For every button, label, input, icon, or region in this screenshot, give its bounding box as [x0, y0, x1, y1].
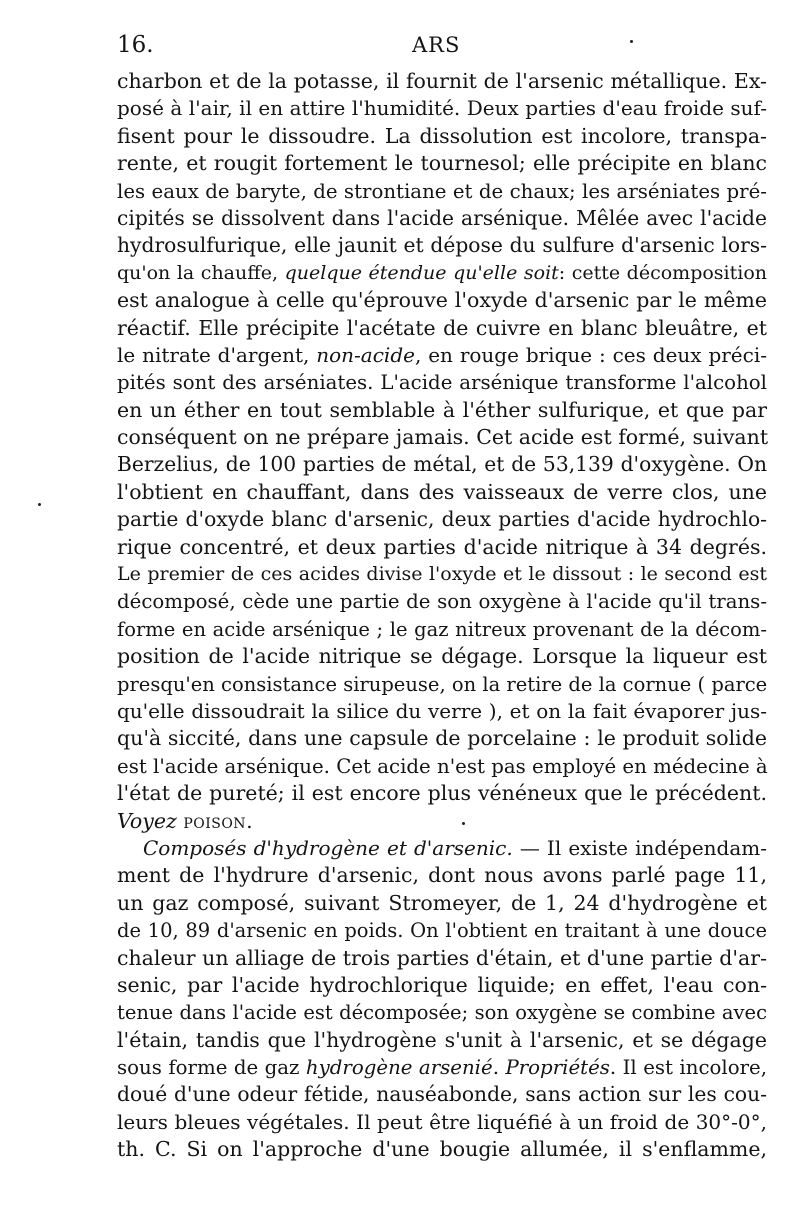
text-fragment: cipités se dissolvent dans l'acide arsénique. Mêlée avec l'acide: [117, 205, 767, 230]
text-line: [117, 917, 767, 944]
text-line: [117, 68, 767, 95]
text-fragment: Le premier de ces acides divise l'oxyde et le dissout : le second est: [117, 563, 767, 586]
italic-text: Voyez: [117, 808, 177, 833]
text-line: [117, 698, 767, 725]
text-fragment: en un éther en tout semblable à l'éther sulfurique, et que par: [117, 397, 767, 422]
text-line: [117, 506, 767, 533]
text-line: [117, 1081, 767, 1108]
text-line: [117, 123, 767, 150]
text-line: [117, 616, 767, 643]
text-fragment: qu'elle dissoudrait la silice du verre ), et on la fait évaporer jus-: [117, 698, 767, 723]
text-line: [117, 671, 767, 698]
page-header: [117, 30, 767, 60]
text-fragment: chaleur un alliage de trois parties d'étain, et d'une partie d'ar-: [117, 945, 767, 970]
text-fragment: l'état de pureté; il est encore plus vénéneux que le précédent.: [117, 781, 767, 806]
text-fragment: qu'on la chauffe,: [117, 261, 285, 284]
text-line: [117, 862, 767, 889]
text-line: [117, 753, 767, 780]
text-fragment: est l'acide arsénique. Cet acide n'est pas employé en médecine à: [117, 754, 768, 778]
text-fragment: th. C. Si on l'approche d'une bougie allumée, il s'enflamme,: [117, 1137, 767, 1162]
text-fragment: leurs bleues végétales. Il peut être liquéfié à un froid de 30°-0°,: [117, 1109, 767, 1134]
italic-text: hydrogène arsenié: [305, 1056, 493, 1080]
text-line: [117, 479, 767, 506]
text-line: [117, 725, 767, 752]
text-line: [117, 643, 767, 670]
text-line: [117, 369, 767, 396]
text-fragment: posé à l'air, il en attire l'humidité. Deux parties d'eau froide suf-: [117, 96, 767, 121]
text-line: [117, 1136, 767, 1163]
text-fragment: , en rouge brique : ces deux préci-: [414, 342, 767, 367]
text-fragment: réactif. Elle précipite l'acétate de cuivre en blanc bleuâtre, et: [117, 315, 767, 340]
text-line: [117, 315, 767, 342]
text-fragment: rente, et rougit fortement le tournesol; elle précipite en blanc: [117, 151, 767, 176]
text-fragment: l'étain, tandis que l'hydrogène s'unit à l'arsenic, et se dégage: [117, 1027, 767, 1052]
text-line: [117, 150, 767, 177]
text-fragment: sous forme de gaz: [117, 1056, 306, 1080]
text-fragment: .: [246, 808, 253, 833]
text-fragment: — Il existe indépendam-: [512, 835, 767, 860]
page-number: 16.: [117, 32, 154, 58]
text-line: [117, 945, 767, 972]
text-line: [117, 451, 767, 478]
text-fragment: pités sont des arséniates. L'acide arsénique transforme l'alcohol: [117, 371, 767, 395]
text-fragment: fisent pour le dissoudre. La dissolution est incolore, transpa-: [117, 123, 767, 148]
text-line: [117, 534, 767, 561]
text-fragment: un gaz composé, suivant Stromeyer, de 1, 24 d'hydrogène et: [117, 890, 767, 915]
ink-speck: [630, 40, 633, 43]
text-fragment: rique concentré, et deux parties d'acide nitrique à 34 degrés.: [117, 534, 767, 559]
text-fragment: le nitrate d'argent,: [117, 342, 317, 367]
ink-speck: [38, 503, 41, 506]
text-line: [117, 999, 767, 1026]
text-fragment: .: [492, 1056, 506, 1080]
text-fragment: l'obtient en chauffant, dans des vaisseaux de verre clos, une: [117, 479, 767, 504]
text-line: [117, 588, 767, 615]
text-fragment: qu'à siccité, dans une capsule de porcelaine : le produit solide: [117, 726, 767, 751]
italic-text: non-acide: [316, 342, 415, 367]
text-fragment: position de l'acide nitrique se dégage. Lorsque la liqueur est: [117, 644, 767, 669]
text-line: [117, 342, 767, 369]
text-line: [117, 178, 767, 205]
text-fragment: les eaux de baryte, de strontiane et de chaux; les arséniates pré-: [117, 179, 767, 203]
text-fragment: hydrosulfurique, elle jaunit et dépose du sulfure d'arsenic lors-: [117, 233, 767, 258]
text-fragment: Berzelius, de 100 parties de métal, et de 53,139 d'oxygène. On: [117, 452, 767, 477]
text-line: [117, 95, 767, 122]
text-line: [117, 890, 767, 917]
text-line: [117, 1054, 767, 1081]
text-fragment: conséquent on ne prépare jamais. Cet acide est formé, suivant: [117, 425, 769, 450]
italic-text: Propriétés: [505, 1056, 610, 1080]
text-line: [117, 972, 767, 999]
text-fragment: partie d'oxyde blanc d'arsenic, deux parties d'acide hydrochlo-: [117, 507, 767, 532]
small-caps-text: poison: [183, 808, 247, 833]
text-line: [117, 397, 767, 424]
text-line: [117, 205, 767, 232]
text-line: [117, 835, 767, 862]
text-line: [117, 808, 767, 835]
text-fragment: charbon et de la potasse, il fournit de l'arsenic métallique. Ex-: [117, 69, 767, 93]
text-line: [117, 424, 767, 451]
running-head: ARS: [412, 33, 461, 57]
text-fragment: senic, par l'acide hydrochlorique liquide; en effet, l'eau con-: [117, 972, 767, 997]
text-line: [117, 1109, 767, 1136]
italic-text: Composés d'hydrogène et d'arsenic.: [143, 835, 513, 860]
text-line: [117, 232, 767, 259]
italic-text: quelque étendue qu'elle soit: [284, 261, 559, 284]
text-fragment: décomposé, cède une partie de son oxygène à l'acide qu'il trans-: [117, 590, 767, 614]
text-fragment: forme en acide arsénique ; le gaz nitreux provenant de la décom-: [117, 617, 767, 641]
text-fragment: ment de l'hydrure d'arsenic, dont nous avons parlé page 11,: [117, 863, 767, 888]
text-line: [117, 1027, 767, 1054]
text-line: [117, 561, 767, 588]
text-fragment: : cette décomposition: [558, 261, 768, 284]
text-fragment: doué d'une odeur fétide, nauséabonde, sans action sur les cou-: [117, 1082, 767, 1107]
text-fragment: de 10, 89 d'arsenic en poids. On l'obtient en traitant à une douce: [117, 919, 767, 943]
text-line: [117, 260, 767, 287]
text-fragment: tenue dans l'acide est décomposée; son oxygène se combine avec: [117, 1001, 767, 1025]
text-line: [117, 287, 767, 314]
text-fragment: presqu'en consistance sirupeuse, on la retire de la cornue ( parce: [117, 672, 768, 696]
text-fragment: est analogue à celle qu'éprouve l'oxyde d'arsenic par le même: [117, 288, 767, 313]
body-text: [117, 68, 767, 1164]
text-fragment: . Il est incolore,: [609, 1056, 768, 1080]
text-line: [117, 780, 767, 807]
